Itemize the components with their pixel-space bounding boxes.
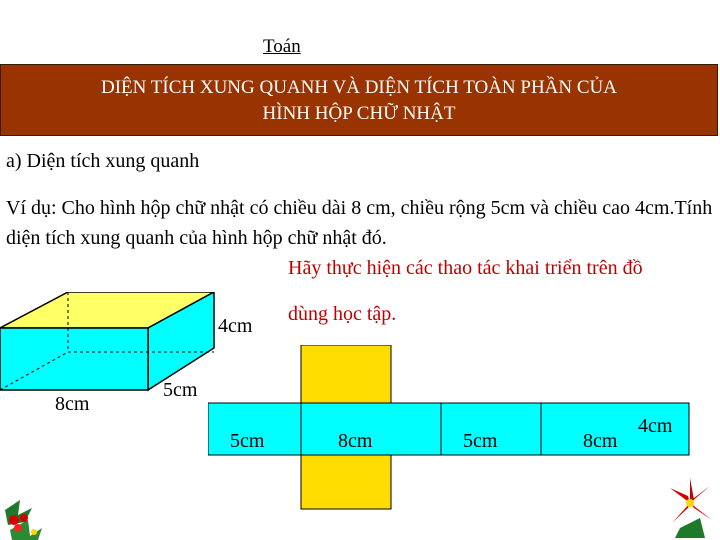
instruction-line-2: dùng học tập. <box>288 303 397 325</box>
subject-heading: Toán <box>263 36 301 57</box>
box-length-label: 8cm <box>55 393 90 415</box>
instruction-line-1: Hãy thực hiện các thao tác khai triển trên đồ <box>288 257 643 279</box>
box-height-label: 4cm <box>218 315 253 337</box>
title-line-1: DIỆN TÍCH XUNG QUANH VÀ DIỆN TÍCH TOÀN PHẦN CỦA <box>101 77 617 98</box>
box-net-diagram <box>208 345 690 510</box>
title-line-2: HÌNH HỘP CHỮ NHẬT <box>262 103 456 124</box>
section-heading-a: a) Diện tích xung quanh <box>6 150 200 172</box>
page-title <box>0 64 718 136</box>
net-face-3-label: 5cm <box>463 430 498 452</box>
net-bottom-face <box>301 455 391 509</box>
box-width-label: 5cm <box>163 379 198 401</box>
box-front-face <box>0 328 148 390</box>
net-face-4-label: 8cm <box>583 430 618 452</box>
net-height-label: 4cm <box>638 415 673 437</box>
example-text: Ví dụ: Cho hình hộp chữ nhật có chiều dài 8 cm, chiều rộng 5cm và chiều cao 4cm.Tính diện tích xung quanh của hình hộp chữ nhật đó. <box>6 197 713 249</box>
holly-decoration-icon <box>0 470 60 540</box>
poinsettia-decoration-icon <box>660 468 720 538</box>
net-face-1-label: 5cm <box>230 430 265 452</box>
net-top-face <box>301 345 391 403</box>
net-face-2-label: 8cm <box>338 430 373 452</box>
